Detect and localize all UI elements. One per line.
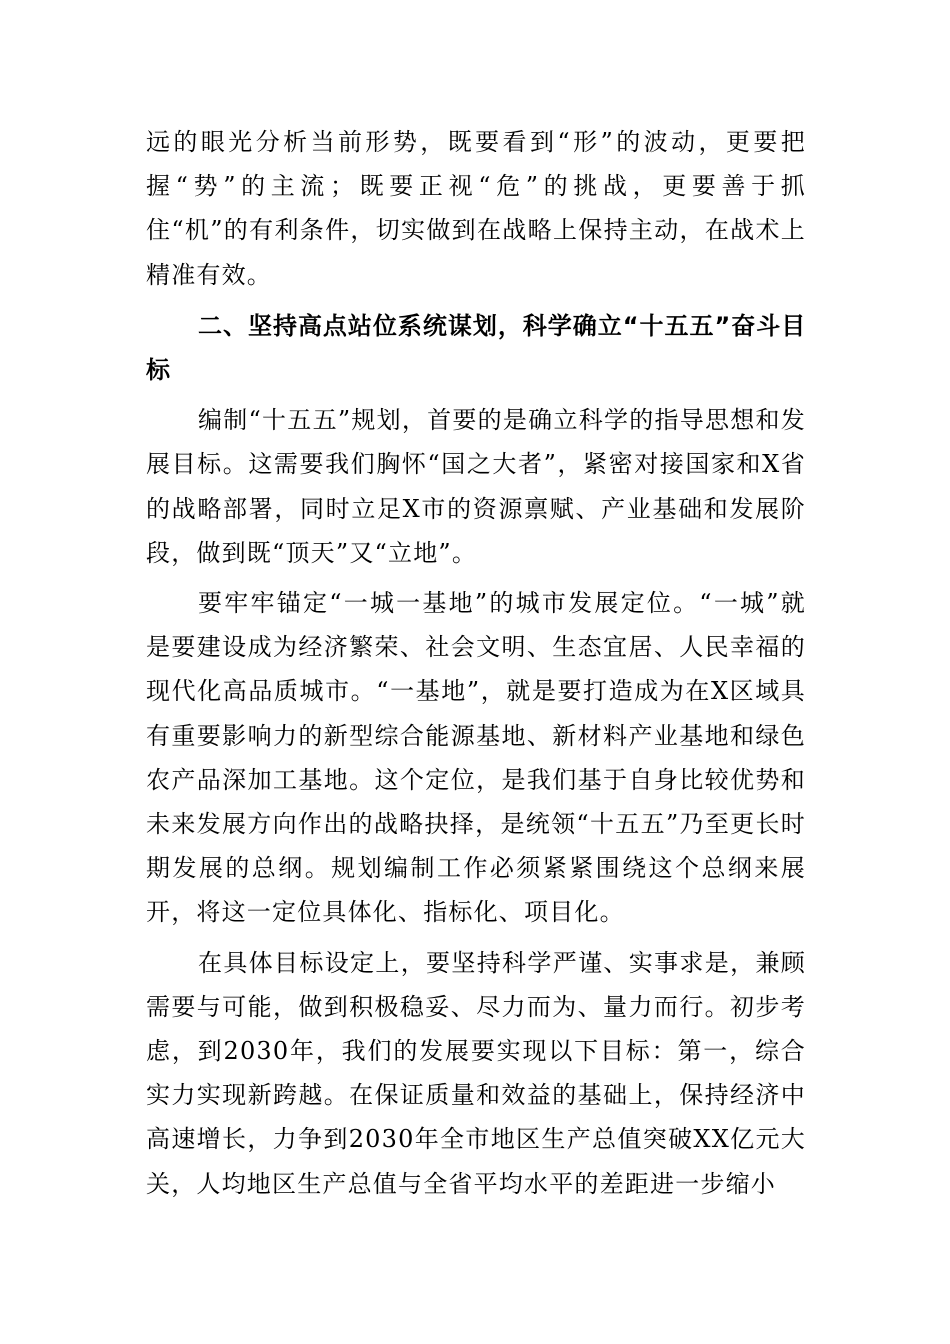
paragraph-4: 在具体目标设定上，要坚持科学严谨、实事求是，兼顾需要与可能，做到积极稳妥、尽力而为、量力而行。初步考虑，到2030年，我们的发展要实现以下目标：第一，综合实力实现新跨越。在保证质量和效益的基础上，保持经济中高速增长，力争到2030年全市地区生产总值突破XX亿元大关，人均地区生产总值与全省平均水平的差距进一步缩小 <box>146 948 806 1198</box>
document-body <box>146 120 806 1206</box>
section-heading: 二、坚持高点站位系统谋划，科学确立“十五五”奋斗目标 <box>146 311 806 385</box>
paragraph-1: 远的眼光分析当前形势，既要看到“形”的波动，更要把握“势”的主流；既要正视“危”的挑战，更要善于抓住“机”的有利条件，切实做到在战略上保持主动，在战术上精准有效。 <box>146 128 806 289</box>
paragraph-3: 要牢牢锚定“一城一基地”的城市发展定位。“一城”就是要建设成为经济繁荣、社会文明、生态宜居、人民幸福的现代化高品质城市。“一基地”，就是要打造成为在X区域具有重要影响力的新型综合能源基地、新材料产业基地和绿色农产品深加工基地。这个定位，是我们基于自身比较优势和未来发展方向作出的战略抉择，是统领“十五五”乃至更长时期发展的总纲。规划编制工作必须紧紧围绕这个总纲来展开，将这一定位具体化、指标化、项目化。 <box>146 589 806 927</box>
paragraph-2: 编制“十五五”规划，首要的是确立科学的指导思想和发展目标。这需要我们胸怀“国之大者”，紧密对接国家和X省的战略部署，同时立足X市的资源禀赋、产业基础和发展阶段，做到既“顶天”又“立地”。 <box>146 406 806 567</box>
